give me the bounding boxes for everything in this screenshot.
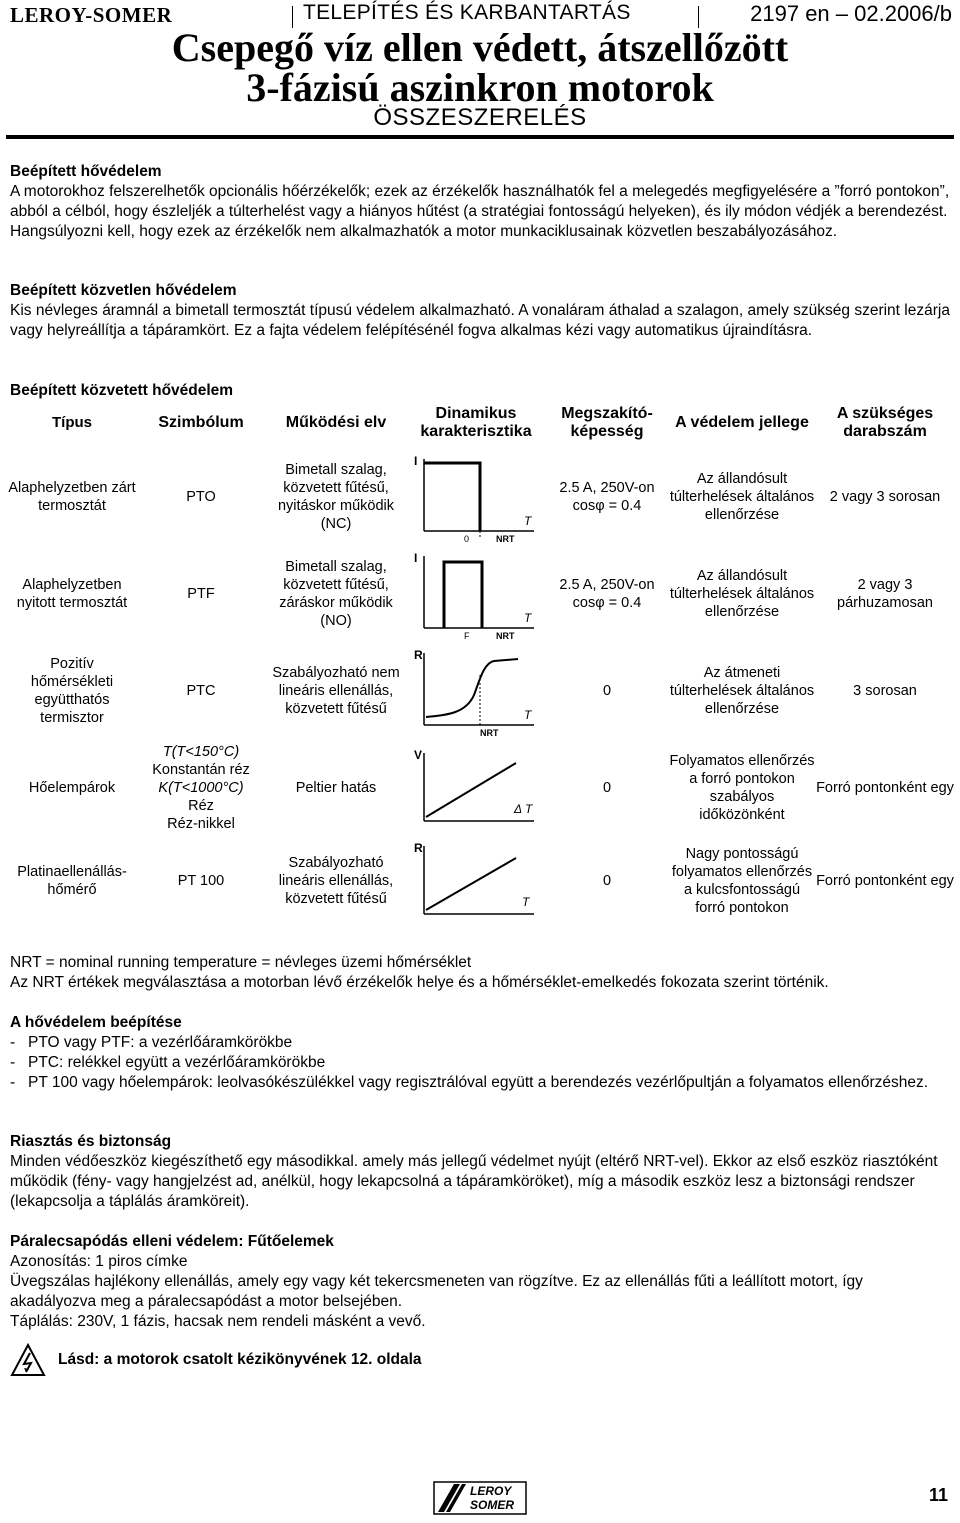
page-title-line2: 3-fázisú aszinkron motorok [246,65,714,110]
col-header-breaking: Megszakító-képesség [561,405,653,440]
origin-label: 0 [464,533,470,543]
col-header-symbol: Szimbólum [158,414,244,431]
y-axis-label: R [414,841,423,855]
characteristic-graph [408,548,544,640]
table-row [8,836,954,926]
cell-graph [406,836,546,926]
cell-breaking: 0 [602,873,612,889]
cell-breaking: 2.5 A, 250V-on cosφ = 0.4 [559,576,655,611]
origin-label: F [464,630,470,640]
cell-graph [406,642,546,739]
header-rule [6,135,954,139]
symbol-line: Réz-nikkel [167,815,235,832]
cell-quantity: 3 sorosan [853,682,917,699]
section-heading: Beépített közvetlen hővédelem [10,282,237,299]
cell-protection: Az átmeneti túlterhelések általános ellenőrzése [669,664,815,717]
section-heater [10,1232,950,1332]
cell-type: Hőelempárok [28,779,116,796]
cell-quantity: Forró pontonként egy [816,873,954,889]
table-row [8,739,954,836]
col-header-dynamic: Dinamikus karakterisztika [420,405,532,440]
nrt-label: NRT [496,533,515,543]
warning-text: Lásd: a motorok csatolt kézikönyvének 12. oldala [58,1351,422,1368]
cell-breaking: 0 [602,682,612,699]
paragraph: Minden védőeszköz kiegészíthető egy másodikkal. amely más jellegű védelmet nyújt (eltérő NRT-vel). Ekkor az első eszköz riasztóként működik (fény- vagy hangjelzést ad, anélkül, hogy lekapcsolná a tápáramköröket), míg a második eszköz lesz a biztonsági rendszer (lekapcsolja a táplálás áramköreit). [10,1153,938,1210]
cell-type: Platinaellenállás-hőmérő [17,864,127,898]
cell-principle: Bimetall szalag, közvetett fűtésű, záráskor működik (NO) [279,558,393,629]
col-header-type: Típus [52,414,92,431]
cell-type: Pozitív hőmérsékleti együtthatós termisztor [30,655,114,726]
cell-quantity: Forró pontonként egy [816,779,954,796]
table-row [8,642,954,739]
note-line: NRT = nominal running temperature = névleges üzemi hőmérséklet [10,954,472,971]
cell-principle: Bimetall szalag, közvetett fűtésű, nyitáskor működik (NC) [277,461,395,532]
section-builtin-protection [10,162,950,242]
curve [424,463,480,531]
page-title-line1: Csepegő víz ellen védett, átszellőzött [171,25,789,70]
characteristic-graph [408,745,544,831]
logo-mark [432,1478,528,1518]
paragraph: Hangsúlyozni kell, hogy ezek az érzékelők nem alkalmazhatók a motor munkaciklusainak közvetlen beszabályozásához. [10,223,838,240]
col-header-protection: A védelem jellege [675,414,809,431]
cell-protection: Az állandósult túlterhelések általános ellenőrzése [669,567,815,620]
section-heading: Beépített hővédelem [10,163,162,180]
col-header-principle: Működési elv [285,414,387,431]
cell-symbol: PTC [186,682,216,699]
cell-protection: Folyamatos ellenőrzés a forró pontokon szabályos időközönként [669,752,815,823]
curve [426,659,518,717]
cell-protection: Az állandósult túlterhelések általános ellenőrzése [669,470,815,523]
table-header-row [8,398,954,448]
cell-principle: Peltier hatás [295,779,377,796]
cell-symbol: PTO [186,488,216,505]
list-item-text: PTC: relékkel együtt a vezérlőáramkörökbe [28,1054,326,1071]
cell-quantity: 2 vagy 3 párhuzamosan [837,576,933,611]
section-install [10,1013,950,1093]
y-axis-label: I [414,453,418,468]
paragraph: Kis névleges áramnál a bimetall termosztát típusú védelem alkalmazható. A vonaláram áthalad a szalagon, amely szükség szerint lezárja vagy helyreállítja a tápáramkört. Ez a fajta védelem felépítésénél fogva alkalmas kézi vagy automatikus újraindításra. [10,302,950,339]
nrt-label: NRT [496,630,515,640]
x-axis-label: T [524,610,532,625]
y-axis-label: I [414,550,418,565]
section-alarm [10,1132,950,1212]
list-item: - PTO vagy PTF: a vezérlőáramkörökbe [10,1034,293,1051]
symbol-line: T(T<150°C) [162,743,240,760]
list-item: - PTC: relékkel együtt a vezérlőáramkörökbe [10,1054,326,1071]
electric-hazard-icon [10,1343,46,1377]
list-item: - PT 100 vagy hőelempárok: leolvasókészülékkel vagy regisztrálóval együtt a berendezés vezérlőpultján a folyamatos ellenőrzéshez. [10,1074,929,1091]
curve [426,763,516,817]
cell-breaking: 2.5 A, 250V-on cosφ = 0.4 [559,479,655,514]
cell-graph [406,545,546,642]
page-header [0,0,960,155]
curve [426,858,516,910]
note-line: Az NRT értékek megválasztása a motorban lévő érzékelők helye és a hőmérséklet-emelkedés fokozata szerint történik. [10,974,829,991]
table-row [8,545,954,642]
paragraph: Azonosítás: 1 piros címke [10,1253,188,1270]
x-axis-label: Δ T [514,801,533,816]
protection-table [8,398,954,926]
logo-line1: LEROY [470,1484,512,1498]
page-number: 11 [928,1485,948,1505]
section-direct-protection [10,281,950,341]
paragraph: Üvegszálas hajlékony ellenállás, amely egy vagy két tekercsmeneten van rögzítve. Ez az ellenállás fűti a leállított motort, így akadályozva meg a páralecsapódást a motor belsejében. [10,1273,863,1310]
paragraph: A motorokhoz felszerelhetők opcionális hőérzékelők; ezek az érzékelők használhatók fel a melegedés megfigyelésére a ”forró pontokon”, abból a célból, hogy észleljék a túlterhelést vagy a hiányos hűtést (a stratégiai fontosságú helyeken), és ily módon védjék a berendezést. [10,183,950,220]
header-doc-type: TELEPÍTÉS ÉS KARBANTARTÁS [303,1,631,24]
cell-protection: Nagy pontosságú folyamatos ellenőrzés a kulcsfontosságú forró pontokon [671,846,813,916]
header-brand: LEROY-SOMER [10,3,173,27]
nrt-notes [10,953,950,993]
leroy-somer-logo [432,1478,528,1518]
table-row [8,448,954,545]
section-heading: A hővédelem beépítése [10,1014,182,1031]
paragraph: Táplálás: 230V, 1 fázis, hacsak nem rendeli másként a vevő. [10,1313,426,1330]
col-header-quantity: A szükséges darabszám [836,405,934,440]
curve [444,562,482,628]
characteristic-graph [408,838,544,924]
y-axis-label: R [414,647,423,662]
cell-symbol: PT 100 [177,873,225,889]
cell-graph [406,448,546,545]
cell-symbol [136,739,266,836]
x-axis-label: T [522,895,530,909]
cell-graph [406,739,546,836]
symbol-line: K(T<1000°C) [158,779,244,796]
cell-breaking: 0 [602,779,612,796]
characteristic-graph [408,451,544,543]
cell-type: Alaphelyzetben zárt termosztát [8,479,136,514]
section-heading: Beépített közvetett hővédelem [10,382,234,399]
section-heading: Riasztás és biztonság [10,1133,172,1150]
y-axis-label: V [414,747,423,762]
section-heading: Páralecsapódás elleni védelem: Fűtőelemek [10,1233,334,1250]
page-subtitle: ÖSSZESZERELÉS [373,104,587,131]
header-doc-ref: 2197 en – 02.2006/b [750,1,952,26]
logo-line2: SOMER [470,1498,515,1512]
cell-principle: Szabályozható lineáris ellenállás, közvetett fűtésű [278,855,394,907]
symbol-line: Konstantán réz [152,761,250,778]
x-axis-label: T [524,513,532,528]
nrt-label: NRT [480,727,499,737]
cell-quantity: 2 vagy 3 sorosan [829,488,941,505]
list-item-text: PT 100 vagy hőelempárok: leolvasókészülékkel vagy regisztrálóval együtt a berendezés vezérlőpultján a folyamatos ellenőrzéshez. [28,1074,929,1091]
symbol-line: Réz [188,797,214,814]
characteristic-graph [408,645,544,737]
cell-principle: Szabályozható nem lineáris ellenállás, közvetett fűtésű [272,664,400,717]
warning-note [10,1343,950,1383]
cell-type: Alaphelyzetben nyitott termosztát [16,576,128,611]
x-axis-label: T [524,707,532,722]
cell-symbol: PTF [187,585,215,602]
list-item-text: PTO vagy PTF: a vezérlőáramkörökbe [28,1034,293,1051]
